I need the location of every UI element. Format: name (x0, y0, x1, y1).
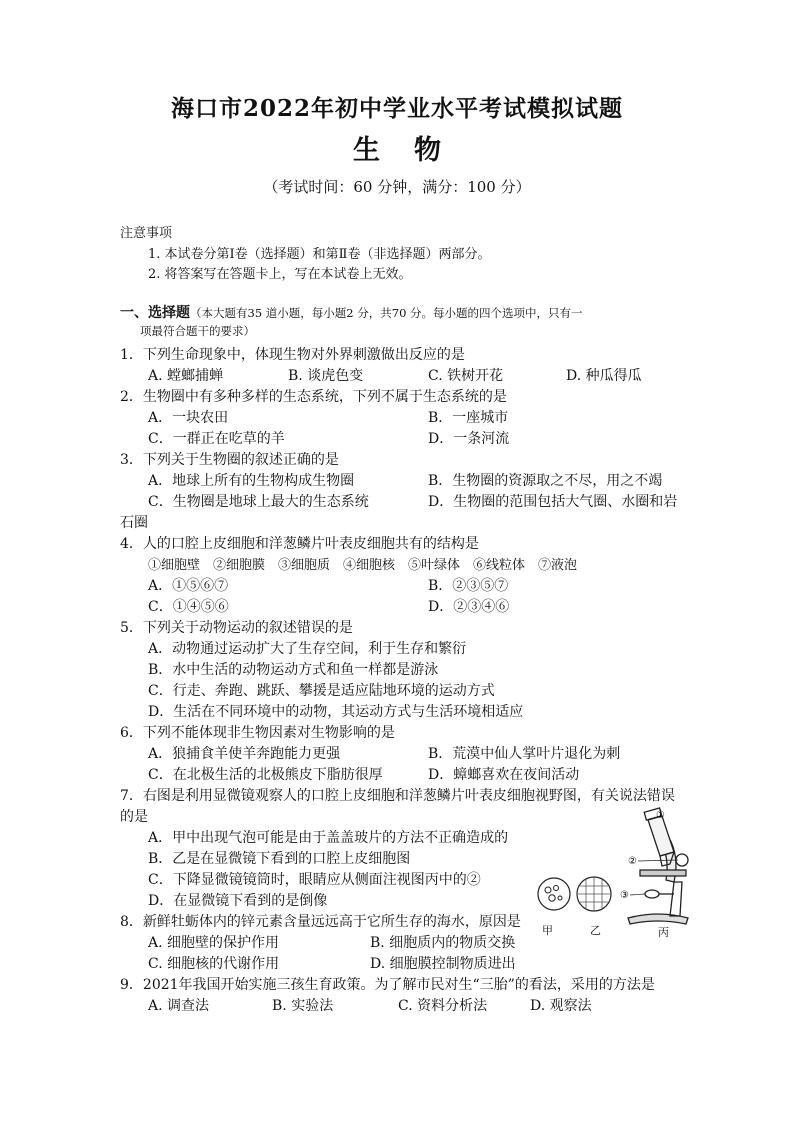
option: B．乙是在显微镜下看到的口腔上皮细胞图 (148, 851, 411, 867)
option: A．地球上所有的生物构成生物圈 (148, 473, 355, 489)
option: A．①⑤⑥⑦ (148, 578, 229, 594)
option: A. 螳螂捕蝉 (148, 368, 224, 384)
option: C. 细胞核的代谢作用 (148, 956, 280, 972)
question-stem: 1．下列生命现象中，体现生物对外界刺激做出反应的是 (120, 347, 465, 363)
question-stem: 8．新鲜牡蛎体内的锌元素含量远远高于它所生存的海水，原因是 (120, 914, 521, 930)
option: D．一条河流 (428, 431, 510, 447)
option-continuation: 石圈 (120, 515, 148, 531)
option: B．②③⑤⑦ (428, 578, 509, 594)
question-stem: 5．下列关于动物运动的叙述错误的是 (120, 620, 353, 636)
notice-heading: 注意事项 (120, 226, 173, 241)
option: B．荒漠中仙人掌叶片退化为刺 (428, 746, 621, 762)
option: C．生物圈是地球上最大的生态系统 (148, 494, 369, 510)
option: D. 观察法 (530, 998, 592, 1014)
section-desc-1: （本大题有35 道小题，每小题2 分，共70 分。每小题的四个选项中，只有一 (190, 306, 583, 320)
question-stem: 9．2021年我国开始实施三孩生育政策。为了解市民对生“三胎”的看法，采用的方法是 (120, 977, 655, 993)
option: D. 种瓜得瓜 (566, 368, 642, 384)
figure-label-yi: 乙 (590, 924, 601, 937)
section-heading-line (120, 302, 583, 322)
option: A. 细胞壁的保护作用 (148, 935, 280, 951)
exam-info: （考试时间：60 分钟，满分：100 分） (263, 178, 531, 196)
option: B．一座城市 (428, 410, 509, 426)
option: C．①④⑤⑥ (148, 599, 229, 615)
question-stem-continued: 的是 (120, 809, 148, 825)
question-stem: 3．下列关于生物圈的叙述正确的是 (120, 452, 339, 468)
microscope-illustration (528, 806, 700, 938)
section-heading: 一、选择题 (120, 305, 190, 321)
figure-label-jia: 甲 (542, 924, 553, 937)
option: C. 铁树开花 (428, 368, 504, 384)
marker-1: ① (656, 810, 665, 821)
question-stem: 4．人的口腔上皮细胞和洋葱鳞片叶表皮细胞共有的结构是 (120, 536, 479, 552)
section-desc-2: 项最符合题干的要求） (140, 324, 255, 338)
option: B. 谈虎色变 (288, 368, 364, 384)
option: C．一群正在吃草的羊 (148, 431, 285, 447)
option: B. 实验法 (272, 998, 334, 1014)
microscope-figure (528, 806, 700, 938)
option: D．②③④⑥ (428, 599, 510, 615)
question-stem: 2．生物圈中有多种多样的生态系统，下列不属于生态系统的是 (120, 389, 507, 405)
structure-list: ①细胞壁 ②细胞膜 ③细胞质 ④细胞核 ⑤叶绿体 ⑥线粒体 ⑦液泡 (148, 558, 578, 573)
marker-3: ③ (620, 890, 629, 901)
option: D．生活在不同环境中的动物，其运动方式与生活环境相适应 (148, 704, 524, 720)
option: A．甲中出现气泡可能是由于盖盖玻片的方法不正确造成的 (148, 830, 509, 846)
figure-label-bing: 丙 (658, 926, 669, 939)
option: D．生物圈的范围包括大气圈、水圈和岩 (428, 494, 678, 510)
option: D．蟑螂喜欢在夜间活动 (428, 767, 580, 783)
notice-item-1: 1. 本试卷分第Ⅰ卷（选择题）和第Ⅱ卷（非选择题）两部分。 (148, 247, 491, 262)
option: A. 调查法 (148, 998, 210, 1014)
notice-item-2: 2. 将答案写在答题卡上，写在本试卷上无效。 (148, 267, 412, 282)
option: C．下降显微镜镜筒时，眼睛应从侧面注视图丙中的② (148, 872, 481, 888)
option: B．水中生活的动物运动方式和鱼一样都是游泳 (148, 662, 439, 678)
option: D. 细胞膜控制物质进出 (370, 956, 516, 972)
question-stem: 6．下列不能体现非生物因素对生物影响的是 (120, 725, 395, 741)
option: C．在北极生活的北极熊皮下脂肪很厚 (148, 767, 383, 783)
option: C．行走、奔跑、跳跃、攀援是适应陆地环境的运动方式 (148, 683, 495, 699)
page-title: 海口市2022年初中学业水平考试模拟试题 (170, 95, 623, 122)
marker-2: ② (628, 856, 637, 867)
option: C. 资料分析法 (398, 998, 488, 1014)
option: A．一块农田 (148, 410, 229, 426)
option: B. 细胞质内的物质交换 (370, 935, 516, 951)
option: A．动物通过运动扩大了生存空间，利于生存和繁衍 (148, 641, 467, 657)
subject-title: 生物 (353, 135, 475, 166)
question-stem: 7．右图是利用显微镜观察人的口腔上皮细胞和洋葱鳞片叶表皮细胞视野图，有关说法错误 (120, 788, 675, 804)
option: D．在显微镜下看到的是倒像 (148, 893, 328, 909)
option: A．狼捕食羊使羊奔跑能力更强 (148, 746, 341, 762)
option: B．生物圈的资源取之不尽，用之不竭 (428, 473, 663, 489)
